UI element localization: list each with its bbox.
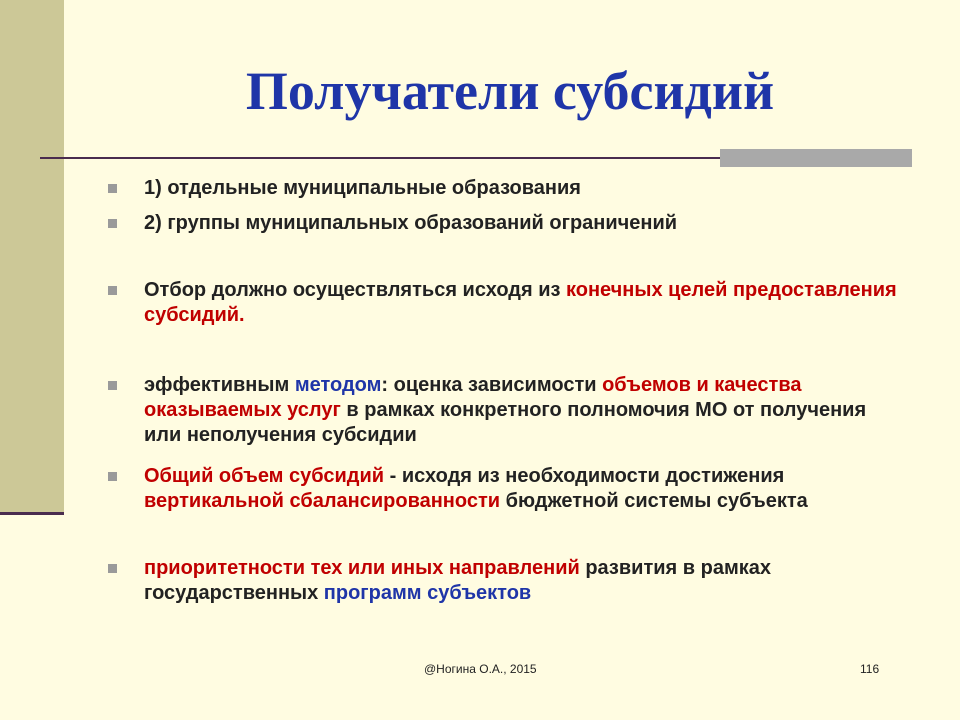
bullet-text: 1) отдельные муниципальные образования	[144, 177, 581, 199]
bullet-text: Отбор должно осуществляться исходя из конечных целей предоставления субсидий.	[144, 279, 897, 326]
bullet-item	[108, 278, 898, 328]
bullet-item	[108, 373, 898, 448]
bullet-text: приоритетности тех или иных направлений развития в рамках государственных программ субъектов	[144, 557, 772, 604]
bullet-item	[108, 176, 898, 201]
title-divider-accent	[720, 149, 912, 167]
bullet-item	[108, 556, 898, 606]
bullet-item	[108, 211, 898, 236]
square-bullet-icon	[108, 472, 117, 481]
square-bullet-icon	[108, 564, 117, 573]
sidebar-band	[0, 0, 64, 512]
square-bullet-icon	[108, 184, 117, 193]
square-bullet-icon	[108, 286, 117, 295]
sidebar-divider	[0, 512, 64, 515]
bullet-text: эффективным методом: оценка зависимости объемов и качества оказываемых услуг в рамках конкретного полномочия МО от получения или неполучения субсидии	[144, 374, 867, 446]
square-bullet-icon	[108, 219, 117, 228]
bullet-text: Общий объем субсидий - исходя из необходимости достижения вертикальной сбалансированности бюджетной системы субъекта	[144, 465, 808, 512]
slide-title: Получатели субсидий	[245, 61, 775, 121]
bullet-text: 2) группы муниципальных образований ограничений	[144, 212, 678, 234]
footer-page-number: 116	[860, 662, 880, 676]
square-bullet-icon	[108, 381, 117, 390]
footer-author: @Ногина О.А., 2015	[424, 662, 537, 676]
bullet-item	[108, 464, 898, 514]
